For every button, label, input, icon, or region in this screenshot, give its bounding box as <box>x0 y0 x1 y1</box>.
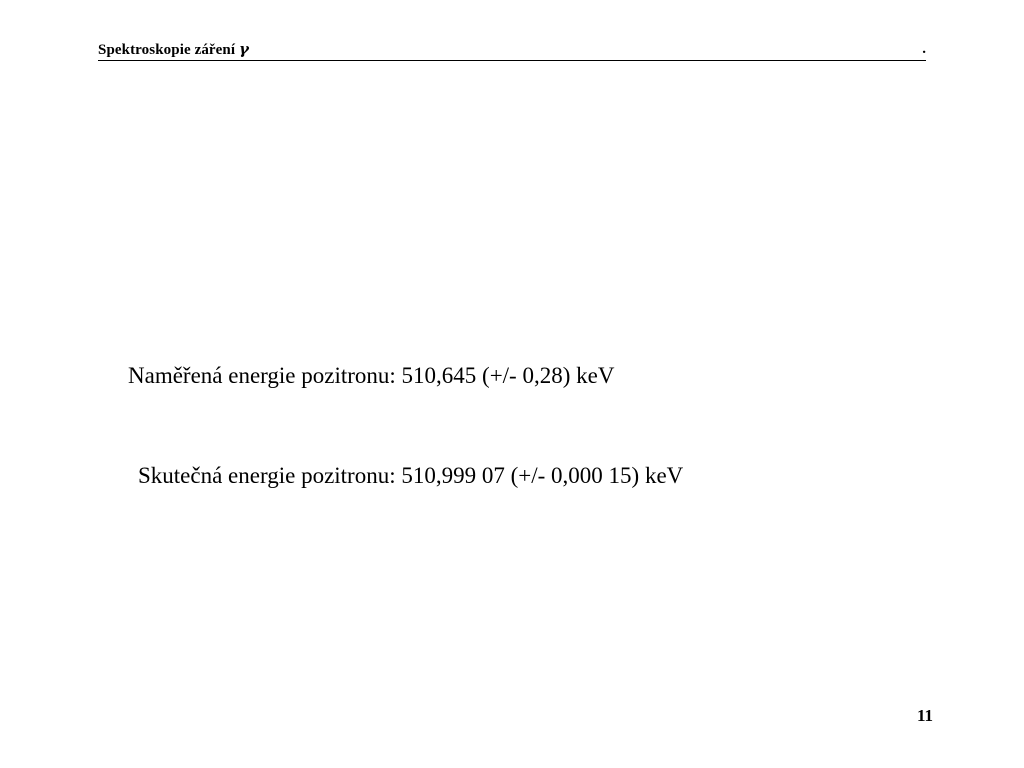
actual-energy-line: Skutečná energie pozitronu: 510,999 07 (+/- 0,000 15) keV <box>138 463 684 488</box>
measured-energy-line: Naměřená energie pozitronu: 510,645 (+/- 0,28) keV <box>128 363 615 388</box>
gamma-symbol: γ <box>239 40 250 58</box>
slide-header <box>98 40 926 66</box>
header-title-text: Spektroskopie záření <box>98 42 239 58</box>
header-divider <box>98 60 926 61</box>
header-title <box>98 40 249 59</box>
header-trailing-mark: . <box>922 41 926 57</box>
page-number: 11 <box>917 706 934 725</box>
